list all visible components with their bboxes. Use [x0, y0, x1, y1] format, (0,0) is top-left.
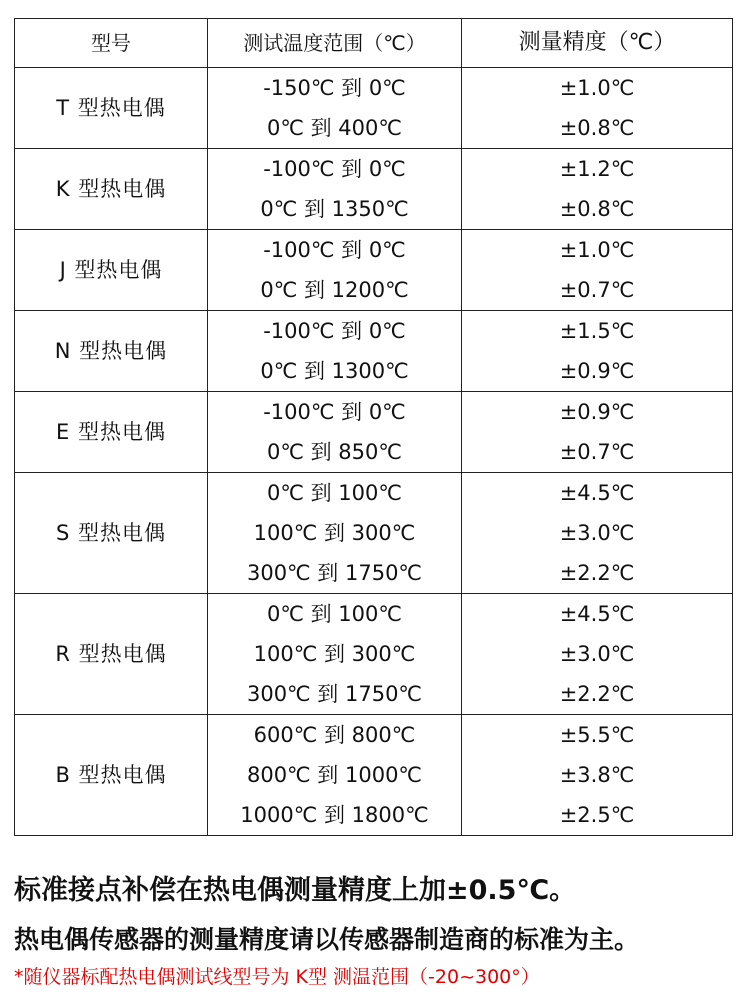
row-model: K 型热电偶	[15, 149, 208, 230]
row-ranges	[208, 68, 462, 149]
table-row	[15, 473, 733, 594]
table-row	[15, 594, 733, 715]
range-cell: 300℃ 到 1750℃	[246, 561, 423, 585]
range-cell: -100℃ 到 0℃	[263, 157, 406, 181]
table-row	[15, 149, 733, 230]
row-model: T 型热电偶	[15, 68, 208, 149]
row-accuracy	[462, 594, 733, 715]
accuracy-cell: ±5.5℃	[559, 723, 635, 747]
accuracy-cell: ±2.2℃	[559, 682, 635, 706]
row-accuracy	[462, 715, 733, 836]
accuracy-cell: ±0.7℃	[559, 440, 635, 464]
range-cell: -100℃ 到 0℃	[263, 319, 406, 343]
row-accuracy	[462, 230, 733, 311]
note-cold-junction-compensation: 标准接点补偿在热电偶测量精度上加±0.5℃。	[14, 875, 577, 906]
row-ranges	[208, 311, 462, 392]
accuracy-cell: ±0.9℃	[559, 400, 635, 424]
row-ranges	[208, 230, 462, 311]
row-model: E 型热电偶	[15, 392, 208, 473]
range-cell: -100℃ 到 0℃	[263, 238, 406, 262]
accuracy-cell: ±0.8℃	[559, 197, 635, 221]
accuracy-cell: ±0.9℃	[559, 359, 635, 383]
range-cell: 1000℃ 到 1800℃	[240, 803, 429, 827]
header-accuracy: 测量精度（℃）	[462, 19, 733, 68]
accuracy-cell: ±3.0℃	[559, 642, 635, 666]
row-accuracy	[462, 311, 733, 392]
row-ranges	[208, 715, 462, 836]
accuracy-cell: ±2.2℃	[559, 561, 635, 585]
row-model: N 型热电偶	[15, 311, 208, 392]
header-model: 型号	[15, 19, 208, 68]
row-model: S 型热电偶	[15, 473, 208, 594]
row-ranges	[208, 149, 462, 230]
range-cell: 0℃ 到 100℃	[267, 602, 402, 626]
range-cell: 100℃ 到 300℃	[253, 521, 416, 545]
header-temperature-range: 测试温度范围（℃）	[208, 19, 462, 68]
range-cell: -100℃ 到 0℃	[263, 400, 406, 424]
range-cell: 0℃ 到 100℃	[267, 481, 402, 505]
table-row	[15, 715, 733, 836]
range-cell: -150℃ 到 0℃	[263, 76, 406, 100]
range-cell: 0℃ 到 1300℃	[260, 359, 409, 383]
row-ranges	[208, 392, 462, 473]
accuracy-cell: ±3.0℃	[559, 521, 635, 545]
row-model: J 型热电偶	[15, 230, 208, 311]
accuracy-cell: ±3.8℃	[559, 763, 635, 787]
table-row	[15, 230, 733, 311]
accuracy-cell: ±1.2℃	[559, 157, 635, 181]
accuracy-cell: ±1.0℃	[559, 238, 635, 262]
range-cell: 100℃ 到 300℃	[253, 642, 416, 666]
accuracy-cell: ±2.5℃	[559, 803, 635, 827]
thermocouple-spec-table	[14, 18, 733, 836]
accuracy-cell: ±0.8℃	[559, 116, 635, 140]
table-row	[15, 68, 733, 149]
accuracy-cell: ±4.5℃	[559, 481, 635, 505]
range-cell: 0℃ 到 850℃	[267, 440, 402, 464]
range-cell: 0℃ 到 1200℃	[260, 278, 409, 302]
accuracy-cell: ±1.5℃	[559, 319, 635, 343]
range-cell: 600℃ 到 800℃	[253, 723, 416, 747]
range-cell: 0℃ 到 1350℃	[260, 197, 409, 221]
range-cell: 300℃ 到 1750℃	[246, 682, 423, 706]
accuracy-cell: ±1.0℃	[559, 76, 635, 100]
table-header-row	[15, 19, 733, 68]
row-accuracy	[462, 473, 733, 594]
range-cell: 800℃ 到 1000℃	[246, 763, 423, 787]
row-model: R 型热电偶	[15, 594, 208, 715]
row-ranges	[208, 473, 462, 594]
table-row	[15, 392, 733, 473]
table-row	[15, 311, 733, 392]
row-accuracy	[462, 392, 733, 473]
accuracy-cell: ±4.5℃	[559, 602, 635, 626]
row-accuracy	[462, 68, 733, 149]
row-ranges	[208, 594, 462, 715]
row-model: B 型热电偶	[15, 715, 208, 836]
note-standard-test-lead: *随仪器标配热电偶测试线型号为 K型 测温范围（-20~300°）	[14, 966, 540, 988]
note-sensor-accuracy: 热电偶传感器的测量精度请以传感器制造商的标准为主。	[14, 925, 640, 954]
range-cell: 0℃ 到 400℃	[267, 116, 402, 140]
accuracy-cell: ±0.7℃	[559, 278, 635, 302]
row-accuracy	[462, 149, 733, 230]
